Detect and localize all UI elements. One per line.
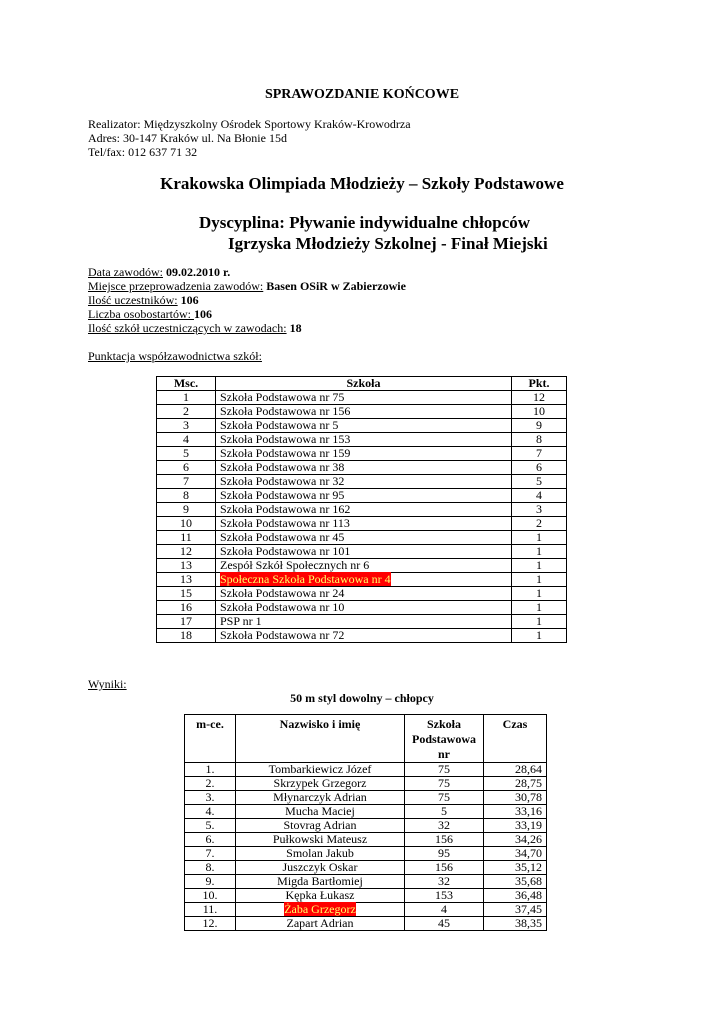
- result-cell-time: 36,48: [484, 889, 547, 903]
- points-cell-school: Szkoła Podstawowa nr 162: [216, 503, 512, 517]
- points-cell-place: 17: [157, 615, 216, 629]
- points-cell-place: 10: [157, 517, 216, 531]
- place-label: Miejsce przeprowadzenia zawodów:: [88, 279, 264, 293]
- points-cell-points: 1: [512, 615, 567, 629]
- points-cell-points: 9: [512, 419, 567, 433]
- result-cell-name: Juszczyk Oskar: [236, 861, 405, 875]
- points-cell-school: Szkoła Podstawowa nr 38: [216, 461, 512, 475]
- points-cell-place: 9: [157, 503, 216, 517]
- table-row: [157, 629, 567, 643]
- participants-line: [88, 293, 199, 307]
- document-title: SPRAWOZDANIE KOŃCOWE: [264, 87, 460, 102]
- table-row: [157, 475, 567, 489]
- table-row: [185, 889, 547, 903]
- result-cell-school: 4: [405, 903, 484, 917]
- table-row: [157, 573, 567, 587]
- points-cell-school: Szkoła Podstawowa nr 75: [216, 391, 512, 405]
- points-cell-points: 10: [512, 405, 567, 419]
- result-cell-name: [236, 903, 405, 917]
- result-cell-time: 33,16: [484, 805, 547, 819]
- table-row: [157, 489, 567, 503]
- points-cell-school: Szkoła Podstawowa nr 156: [216, 405, 512, 419]
- result-cell-school: 95: [405, 847, 484, 861]
- result-cell-school: 156: [405, 861, 484, 875]
- table-row: [157, 405, 567, 419]
- result-cell-place: 11.: [185, 903, 236, 917]
- table-row: [157, 503, 567, 517]
- result-cell-time: 37,45: [484, 903, 547, 917]
- event-title: Krakowska Olimpiada Młodzieży – Szkoły Podstawowe: [160, 174, 564, 193]
- result-cell-name: Skrzypek Grzegorz: [236, 777, 405, 791]
- table-row: [157, 615, 567, 629]
- result-cell-time: 28,75: [484, 777, 547, 791]
- table-row: [157, 461, 567, 475]
- table-row: [185, 763, 547, 777]
- table-row: [185, 847, 547, 861]
- result-cell-time: 33,19: [484, 819, 547, 833]
- table-row: [157, 545, 567, 559]
- points-cell-place: 18: [157, 629, 216, 643]
- result-cell-name: Stovrag Adrian: [236, 819, 405, 833]
- points-cell-points: 1: [512, 573, 567, 587]
- table-row: [185, 903, 547, 917]
- points-cell-points: 1: [512, 629, 567, 643]
- results-subheading: 50 m styl dowolny – chłopcy: [290, 691, 434, 705]
- points-cell-points: 2: [512, 517, 567, 531]
- table-row: [157, 531, 567, 545]
- results-table: [184, 714, 547, 931]
- result-cell-school: 75: [405, 777, 484, 791]
- points-cell-school: PSP nr 1: [216, 615, 512, 629]
- points-cell-school: [216, 573, 512, 587]
- points-cell-place: 12: [157, 545, 216, 559]
- table-row: [157, 559, 567, 573]
- points-cell-school: Szkoła Podstawowa nr 24: [216, 587, 512, 601]
- result-cell-school: 32: [405, 875, 484, 889]
- points-cell-place: 6: [157, 461, 216, 475]
- table-row: [185, 917, 547, 931]
- result-cell-name: Migda Bartłomiej: [236, 875, 405, 889]
- result-cell-time: 34,70: [484, 847, 547, 861]
- starts-label: Liczba osobostartów:: [88, 307, 194, 321]
- points-cell-school: Szkoła Podstawowa nr 153: [216, 433, 512, 447]
- table-row: [157, 517, 567, 531]
- table-row: [185, 805, 547, 819]
- table-row: [157, 391, 567, 405]
- points-cell-school: Szkoła Podstawowa nr 72: [216, 629, 512, 643]
- results-header-place: m-ce.: [185, 715, 236, 763]
- result-cell-place: 12.: [185, 917, 236, 931]
- result-cell-time: 28,64: [484, 763, 547, 777]
- result-cell-school: 153: [405, 889, 484, 903]
- points-cell-points: 1: [512, 545, 567, 559]
- points-cell-points: 1: [512, 559, 567, 573]
- table-row: [157, 587, 567, 601]
- points-cell-points: 7: [512, 447, 567, 461]
- schools-value: 18: [286, 321, 302, 335]
- organizer-line: Realizator: Międzyszkolny Ośrodek Sportowy Kraków-Krowodrza: [88, 117, 411, 131]
- points-cell-points: 1: [512, 531, 567, 545]
- points-cell-place: 2: [157, 405, 216, 419]
- points-heading: Punktacja współzawodnictwa szkół:: [88, 349, 262, 363]
- discipline-line: Dyscyplina: Pływanie indywidualne chłopców: [199, 213, 531, 232]
- points-cell-school: Szkoła Podstawowa nr 101: [216, 545, 512, 559]
- schools-line: [88, 321, 302, 335]
- points-cell-school: Szkoła Podstawowa nr 10: [216, 601, 512, 615]
- result-cell-place: 7.: [185, 847, 236, 861]
- result-cell-time: 30,78: [484, 791, 547, 805]
- points-cell-points: 1: [512, 601, 567, 615]
- result-cell-time: 35,12: [484, 861, 547, 875]
- results-header-school: Szkoła Podstawowa nr: [405, 715, 484, 763]
- table-row: [185, 833, 547, 847]
- highlighted-name: Żaba Grzegorz: [284, 902, 356, 916]
- result-cell-place: 10.: [185, 889, 236, 903]
- table-row: [185, 791, 547, 805]
- points-cell-points: 12: [512, 391, 567, 405]
- result-cell-name: Zapart Adrian: [236, 917, 405, 931]
- points-cell-place: 5: [157, 447, 216, 461]
- points-cell-points: 3: [512, 503, 567, 517]
- points-table: [156, 376, 567, 643]
- place-line: [88, 279, 406, 293]
- result-cell-name: Kępka Łukasz: [236, 889, 405, 903]
- points-cell-school: Szkoła Podstawowa nr 95: [216, 489, 512, 503]
- points-cell-place: 15: [157, 587, 216, 601]
- results-header-time: Czas: [484, 715, 547, 763]
- result-cell-name: Tombarkiewicz Józef: [236, 763, 405, 777]
- points-cell-place: 8: [157, 489, 216, 503]
- participants-value: 106: [177, 293, 199, 307]
- points-header-school: Szkoła: [216, 377, 512, 391]
- table-row: [185, 819, 547, 833]
- points-cell-points: 5: [512, 475, 567, 489]
- table-row: [185, 861, 547, 875]
- points-cell-place: 13: [157, 573, 216, 587]
- result-cell-time: 38,35: [484, 917, 547, 931]
- points-cell-points: 4: [512, 489, 567, 503]
- table-row: [185, 875, 547, 889]
- result-cell-place: 1.: [185, 763, 236, 777]
- result-cell-place: 2.: [185, 777, 236, 791]
- result-cell-school: 5: [405, 805, 484, 819]
- points-cell-school: Szkoła Podstawowa nr 113: [216, 517, 512, 531]
- result-cell-school: 75: [405, 763, 484, 777]
- phone-line: Tel/fax: 012 637 71 32: [88, 145, 198, 159]
- date-label: Data zawodów:: [88, 265, 163, 279]
- points-cell-school: Zespół Szkół Społecznych nr 6: [216, 559, 512, 573]
- points-cell-points: 1: [512, 587, 567, 601]
- date-line: [88, 265, 230, 279]
- points-cell-place: 16: [157, 601, 216, 615]
- result-cell-place: 3.: [185, 791, 236, 805]
- points-cell-school: Szkoła Podstawowa nr 45: [216, 531, 512, 545]
- result-cell-name: Młynarczyk Adrian: [236, 791, 405, 805]
- result-cell-name: Smolan Jakub: [236, 847, 405, 861]
- table-row: [157, 447, 567, 461]
- result-cell-place: 4.: [185, 805, 236, 819]
- table-row: [157, 419, 567, 433]
- points-cell-place: 4: [157, 433, 216, 447]
- place-value: Basen OSiR w Zabierzowie: [263, 279, 406, 293]
- points-cell-points: 6: [512, 461, 567, 475]
- address-line: Adres: 30-147 Kraków ul. Na Błonie 15d: [88, 131, 287, 145]
- points-cell-place: 13: [157, 559, 216, 573]
- points-cell-school: Szkoła Podstawowa nr 5: [216, 419, 512, 433]
- table-row: [157, 601, 567, 615]
- games-line: Igrzyska Młodzieży Szkolnej - Finał Miejski: [228, 234, 548, 253]
- table-row: [185, 777, 547, 791]
- points-cell-points: 8: [512, 433, 567, 447]
- result-cell-time: 34,26: [484, 833, 547, 847]
- result-cell-name: Pułkowski Mateusz: [236, 833, 405, 847]
- schools-label: Ilość szkół uczestniczących w zawodach:: [88, 321, 287, 335]
- starts-value: 106: [193, 307, 212, 321]
- points-cell-place: 3: [157, 419, 216, 433]
- points-cell-place: 7: [157, 475, 216, 489]
- result-cell-school: 45: [405, 917, 484, 931]
- results-header-name: Nazwisko i imię: [236, 715, 405, 763]
- highlighted-school: Społeczna Szkoła Podstawowa nr 4: [220, 572, 391, 586]
- result-cell-school: 32: [405, 819, 484, 833]
- participants-label: Ilość uczestników:: [88, 293, 178, 307]
- starts-line: [88, 307, 212, 321]
- table-row: [157, 433, 567, 447]
- points-cell-place: 11: [157, 531, 216, 545]
- result-cell-place: 6.: [185, 833, 236, 847]
- result-cell-school: 75: [405, 791, 484, 805]
- points-header-place: Msc.: [157, 377, 216, 391]
- points-cell-place: 1: [157, 391, 216, 405]
- points-cell-school: Szkoła Podstawowa nr 32: [216, 475, 512, 489]
- result-cell-place: 9.: [185, 875, 236, 889]
- points-cell-school: Szkoła Podstawowa nr 159: [216, 447, 512, 461]
- date-value: 09.02.2010 r.: [162, 265, 231, 279]
- result-cell-place: 8.: [185, 861, 236, 875]
- results-heading: Wyniki:: [88, 677, 127, 691]
- result-cell-place: 5.: [185, 819, 236, 833]
- result-cell-time: 35,68: [484, 875, 547, 889]
- result-cell-name: Mucha Maciej: [236, 805, 405, 819]
- points-header-points: Pkt.: [512, 377, 567, 391]
- result-cell-school: 156: [405, 833, 484, 847]
